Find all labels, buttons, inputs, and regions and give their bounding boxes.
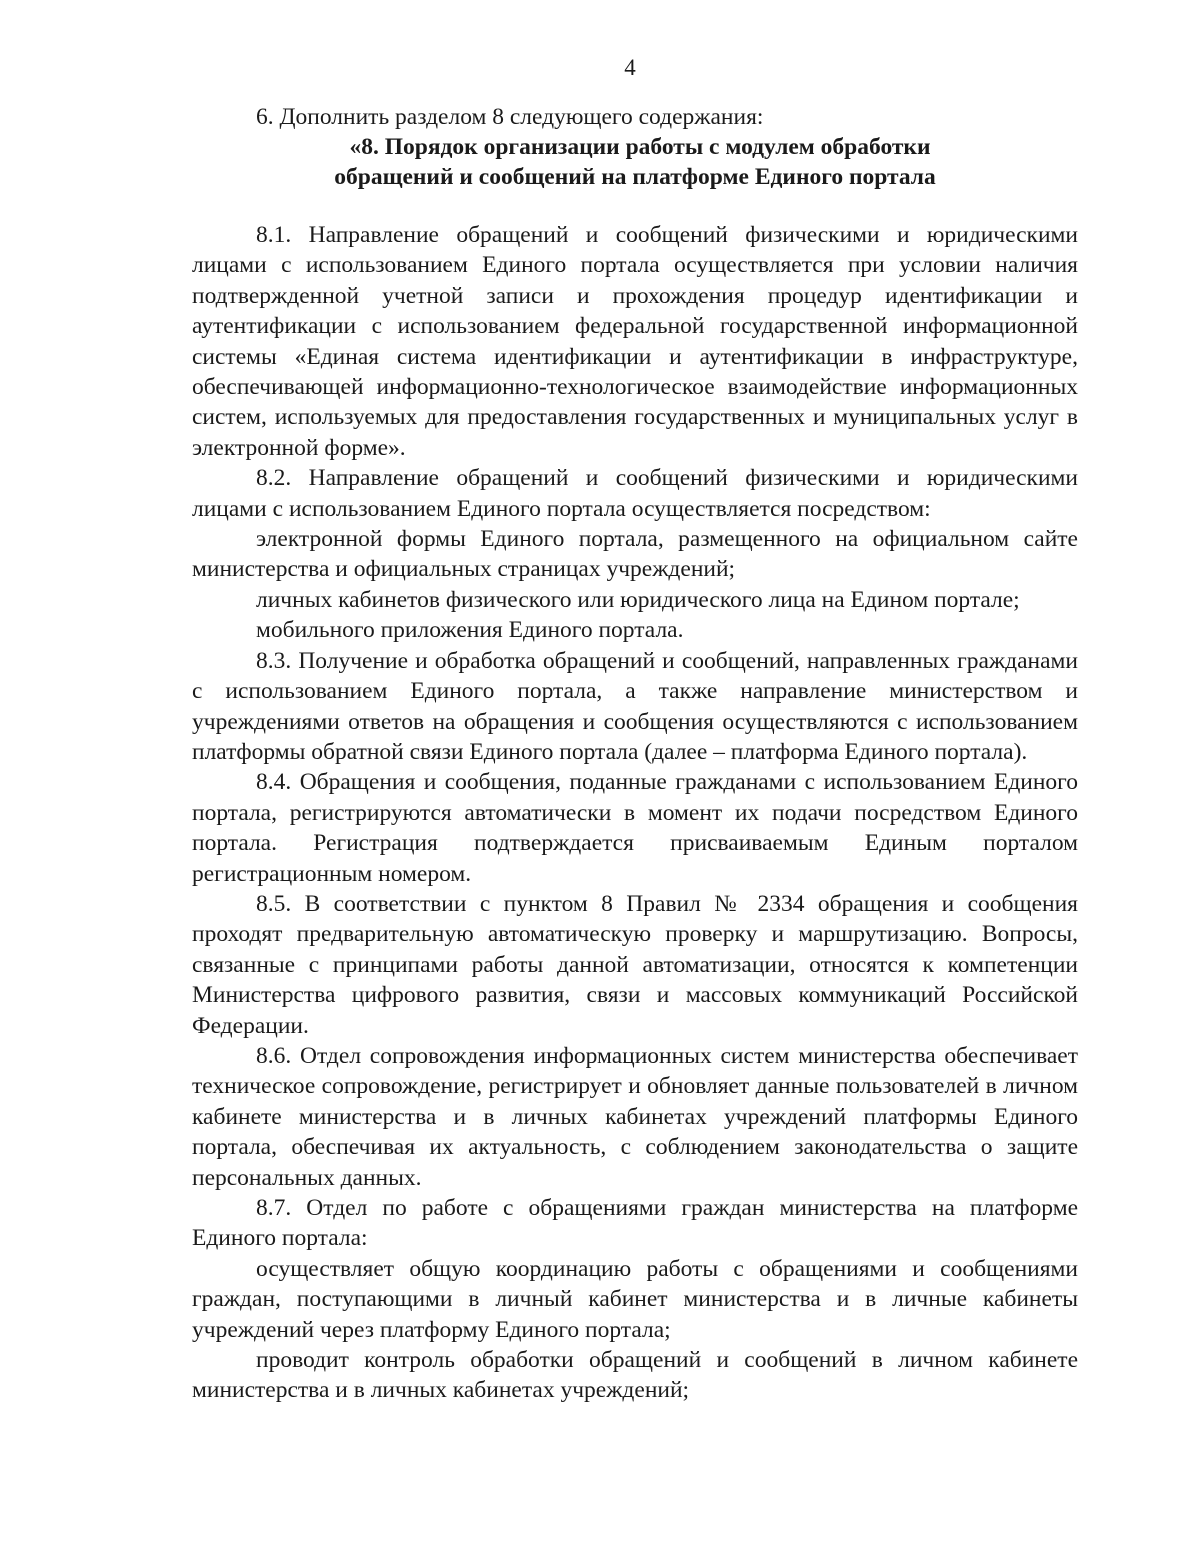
list-item-control: проводит контроль обработки обращений и сообщений в личном кабинете министерства и в личных кабинетах учреждений;	[192, 1347, 1078, 1404]
paragraph-8-3: 8.3. Получение и обработка обращений и сообщений, направленных гражданами с использованием Единого портала, а также направление министерством и учреждениями ответов на обращения и сообщения осуществляются с использованием платформы обратной связи Единого портала (далее – платформа Единого портала).	[192, 647, 1078, 765]
list-item-electronic-form: электронной формы Единого портала, размещенного на официальном сайте министерства и официальных страницах учреждений;	[192, 526, 1078, 583]
paragraph-8-5: 8.5. В соответствии с пунктом 8 Правил № 2334 обращения и сообщения проходят предварительную автоматическую проверку и маршрутизацию. Вопросы, связанные с принципами работы данной автоматизации, относятся к компетенции Министерства цифрового развития, связи и массовых коммуникаций Российской Федерации.	[192, 890, 1078, 1039]
document-body	[192, 102, 1078, 1406]
list-item-mobile-app: мобильного приложения Единого портала.	[256, 617, 684, 644]
paragraph-8-2: 8.2. Направление обращений и сообщений физическими и юридическими лицами с использованием Единого портала осуществляется посредством:	[192, 465, 1078, 522]
list-item-personal-accounts: личных кабинетов физического или юридического лица на Едином портале;	[256, 586, 1020, 613]
section-heading-line-1: «8. Порядок организации работы с модулем обработки	[349, 134, 931, 160]
paragraph-8-1: 8.1. Направление обращений и сообщений физическими и юридическими лицами с использованием Единого портала осуществляется при условии наличия подтвержденной учетной записи и прохождения процедур идентификации и аутентификации с использованием федеральной государственной информационной системы «Единая система идентификации и аутентификации в инфраструктуре, обеспечивающей информационно-технологическое взаимодействие информационных систем, используемых для предоставления государственных и муниципальных услуг в электронной форме».	[192, 222, 1078, 461]
list-item-coordination: осуществляет общую координацию работы с обращениями и сообщениями граждан, поступающими в личный кабинет министерства и в личные кабинеты учреждений через платформу Единого портала;	[192, 1255, 1078, 1343]
paragraph-8-7: 8.7. Отдел по работе с обращениями граждан министерства на платформе Единого портала:	[192, 1195, 1078, 1252]
paragraph-8-6: 8.6. Отдел сопровождения информационных систем министерства обеспечивает техническое сопровождение, регистрирует и обновляет данные пользователей в личном кабинете министерства и в личных кабинетах учреждений платформы Единого портала, обеспечивая их актуальность, с соблюдением законодательства о защите персональных данных.	[192, 1042, 1078, 1191]
section-heading-line-2: обращений и сообщений на платформе Единого портала	[334, 164, 936, 190]
paragraph-8-4: 8.4. Обращения и сообщения, поданные гражданами с использованием Единого портала, регистрируются автоматически в момент их подачи посредством Единого портала. Регистрация подтверждается присваиваемым Единым порталом регистрационным номером.	[192, 769, 1078, 887]
section-heading	[192, 132, 1078, 192]
intro-paragraph: 6. Дополнить разделом 8 следующего содержания:	[256, 104, 764, 130]
heading-spacer	[192, 192, 1078, 220]
page-number: 4	[624, 55, 636, 80]
